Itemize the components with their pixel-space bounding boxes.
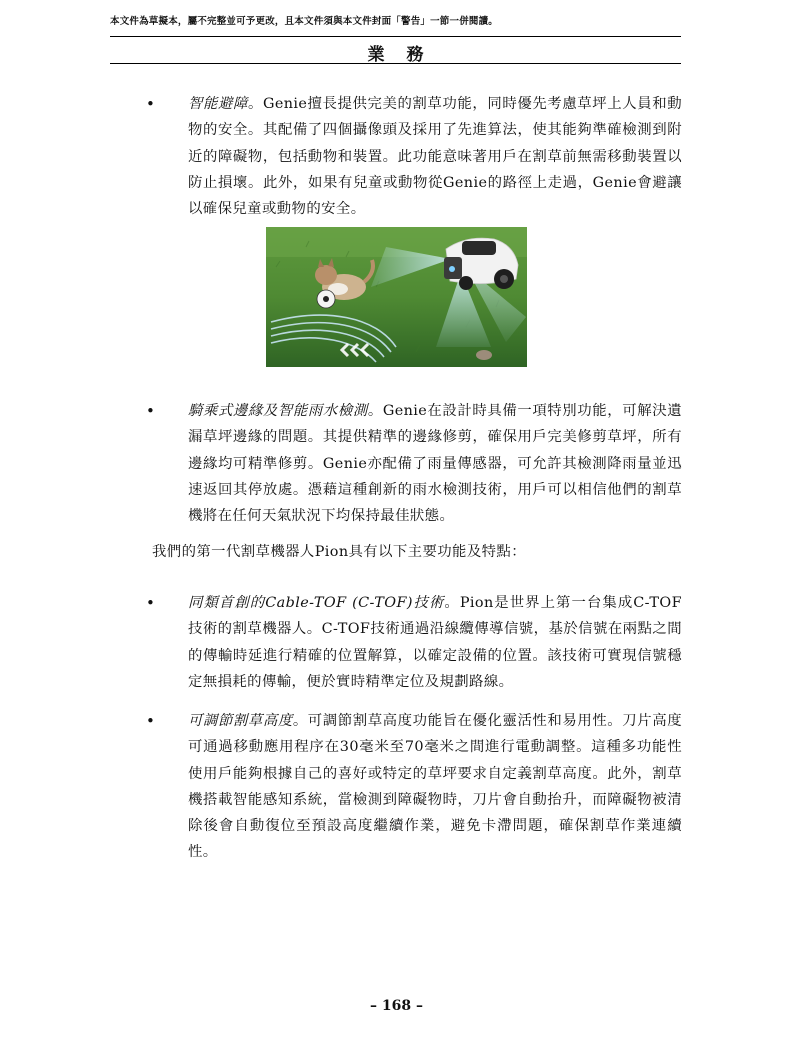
pion-intro-paragraph: 我們的第一代割草機器人Pion具有以下主要功能及特點： [152, 544, 527, 560]
bullet-term: 智能避障 [188, 96, 248, 112]
bullet-body: 。Pion是世界上第一台集成C-TOF技術的割草機器人。C-TOF技術通過沿線纜傳導信號，基於信號在兩點之間的傳輸時延進行精確的位置解算，以確定設備的位置。該技術可實現信號穩定無損耗的傳輸，便於實時精準定位及規劃路線。 [188, 595, 683, 690]
draft-disclaimer: 本文件為草擬本，屬不完整並可予更改，且本文件須與本文件封面「警告」一節一併閱讀。 [110, 16, 499, 27]
bullet-text [188, 590, 682, 695]
bullet-term: 同類首創的Cable-TOF (C-TOF)技術 [188, 595, 445, 611]
bullet-icon: • [146, 712, 155, 730]
bullet-body: 。Genie在設計時具備一項特別功能，可解決遺漏草坪邊緣的問題。其提供精準的邊緣修剪，確保用戶完美修剪草坪，所有邊緣均可精準修剪。Genie亦配備了雨量傳感器，可允許其檢測降雨量並迅速返回其停放處。憑藉這種創新的雨水檢測技術，用戶可以相信他們的割草機將在任何天氣狀況下均保持最佳狀態。 [188, 403, 682, 525]
bullet-term: 可調節割草高度 [188, 713, 293, 729]
robot-mower-kitten-photo [266, 227, 527, 367]
bullet-icon: • [146, 95, 155, 113]
section-title: 業務 [367, 45, 446, 65]
bullet-body: 。可調節割草高度功能旨在優化靈活性和易用性。刀片高度可通過移動應用程序在30毫米至70毫米之間進行電動調整。這種多功能性使用戶能夠根據自己的喜好或特定的草坪要求自定義割草高度。此外，割草機搭載智能感知系統，當檢測到障礙物時，刀片會自動抬升，而障礙物被清除後會自動復位至預設高度繼續作業，避免卡滯問題，確保割草作業連續性。 [188, 713, 682, 861]
bullet-text [188, 91, 682, 222]
bullet-body: 。Genie擅長提供完美的割草功能，同時優先考慮草坪上人員和動物的安全。其配備了四個攝像頭及採用了先進算法，使其能夠準確檢測到附近的障礙物，包括動物和裝置。此功能意味著用戶在割草前無需移動裝置以防止損壞。此外，如果有兒童或動物從Genie的路徑上走過，Genie會避讓以確保兒童或動物的安全。 [188, 96, 682, 218]
header-rule-top [110, 36, 681, 37]
header-rule-bottom [110, 63, 681, 64]
bullet-icon: • [146, 594, 155, 612]
bullet-text [188, 398, 682, 529]
bullet-text [188, 708, 682, 866]
bullet-term: 騎乘式邊緣及智能雨水檢測 [188, 403, 368, 419]
bullet-icon: • [146, 402, 155, 420]
page-number: – 168 – [370, 998, 423, 1014]
